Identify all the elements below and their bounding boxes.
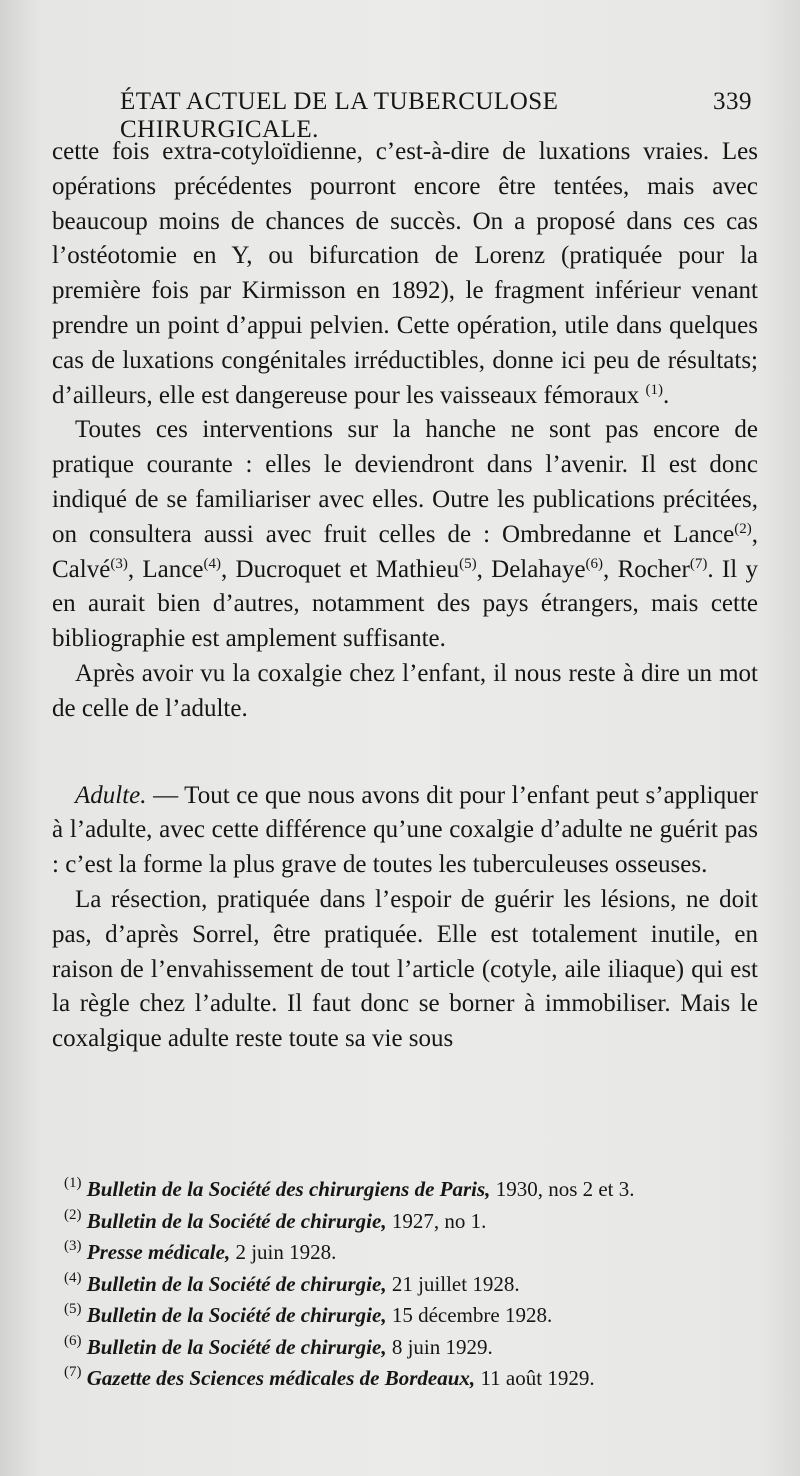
footnote bbox=[64, 1237, 764, 1269]
footnote-detail: 2 juin 1928. bbox=[230, 1240, 337, 1264]
footnote-source: Bulletin de la Société de chirurgie, bbox=[86, 1271, 387, 1296]
paragraph-2-text-4: , Ducroquet et Mathieu bbox=[220, 555, 460, 583]
footnote-source: Bulletin de la Société de chirurgie, bbox=[86, 1334, 387, 1359]
footnote bbox=[64, 1206, 764, 1238]
paragraph-2-text-2: , Calvé bbox=[52, 520, 758, 583]
section-label-adulte: Adulte. bbox=[75, 781, 147, 809]
paragraph-3: Après avoir vu la coxalgie chez l’enfant, il nous reste à dire un mot de celle de l’adulte. bbox=[52, 659, 758, 722]
footnote-ref-1: (1) bbox=[645, 381, 664, 398]
paragraph-1-end: . bbox=[663, 381, 670, 409]
footnote-source: Bulletin de la Société de chirurgie, bbox=[86, 1208, 387, 1233]
footnote-detail: 1927, no 1. bbox=[386, 1208, 487, 1233]
footnote-number: (6) bbox=[64, 1332, 82, 1349]
footnote-source: Presse médicale, bbox=[86, 1240, 231, 1264]
footnote-number: (2) bbox=[64, 1206, 82, 1223]
footnote-number: (1) bbox=[64, 1175, 82, 1191]
footnote bbox=[64, 1332, 764, 1364]
page-number: 339 bbox=[713, 88, 752, 115]
paragraph-2-text-1: Toutes ces interventions sur la hanche ne sont pas encore de pratique courante : elles le deviendront dans l’avenir. Il est donc indiqué de se familiariser avec elles. Outre les publications précitées, on consultera aussi avec fruit celles de : Ombredanne et Lance bbox=[52, 416, 758, 548]
footnote-detail: 21 juillet 1928. bbox=[386, 1271, 520, 1296]
footnote-source: Bulletin de la Société des chirurgiens de Paris, bbox=[86, 1177, 491, 1201]
footnote-number: (5) bbox=[64, 1301, 82, 1317]
paragraph-5: La résection, pratiquée dans l’espoir de guérir les lésions, ne doit pas, d’après Sorrel, être pratiquée. Elle est totalement inutile, en raison de l’envahissement de tout l’article (cotyle, aile iliaque) qui est la règle chez l’adulte. Il faut donc se borner à immobiliser. Mais le coxalgique adulte reste toute sa vie sous bbox=[52, 885, 758, 1053]
paragraph-2-text-3: , Lance bbox=[127, 555, 204, 583]
footnote-number: (7) bbox=[64, 1364, 82, 1380]
footnote-ref-6: (6) bbox=[585, 555, 604, 572]
paragraph-1 bbox=[52, 135, 758, 413]
footnote-ref-2: (2) bbox=[734, 520, 752, 537]
footnote bbox=[64, 1300, 764, 1332]
paragraph-2 bbox=[52, 413, 758, 657]
footnote-ref-5: (5) bbox=[459, 555, 477, 572]
footnote-detail: 1930, nos 2 et 3. bbox=[490, 1177, 635, 1201]
footnote-ref-7: (7) bbox=[689, 555, 708, 572]
section-gap bbox=[52, 727, 758, 779]
footnote-detail: 15 décembre 1928. bbox=[386, 1303, 553, 1327]
footnote-detail: 11 août 1929. bbox=[475, 1366, 595, 1390]
paragraph-adulte-text: — Tout ce que nous avons dit pour l’enfant peut s’appliquer à l’adulte, avec cette différence qu’une coxalgie d’adulte ne guérit pas : c’est la forme la plus grave de toutes les tuberculeuses osseuses. bbox=[52, 781, 758, 879]
paragraph-2-text-6: , Rocher bbox=[603, 555, 690, 583]
footnote bbox=[64, 1269, 764, 1301]
footnote-source: Bulletin de la Société de chirurgie, bbox=[86, 1303, 387, 1327]
footnote bbox=[64, 1363, 764, 1395]
footnote-detail: 8 juin 1929. bbox=[386, 1334, 493, 1359]
footnote-ref-3: (3) bbox=[110, 555, 128, 572]
paragraph-2-text-7: . Il y en aurait bien d’autres, notamment des pays étrangers, mais cette bibliographie est amplement suffisante. bbox=[52, 555, 759, 653]
body-text bbox=[52, 135, 758, 1057]
footnote-ref-4: (4) bbox=[203, 555, 221, 572]
footnote-number: (3) bbox=[64, 1238, 82, 1254]
paragraph-adulte bbox=[52, 779, 758, 883]
running-title: ÉTAT ACTUEL DE LA TUBERCULOSE CHIRURGICALE. bbox=[120, 88, 559, 143]
footnote-number: (4) bbox=[64, 1269, 82, 1286]
footnotes bbox=[64, 1174, 764, 1395]
paragraph-2-text-5: , Delahaye bbox=[476, 555, 586, 583]
paragraph-1-text: cette fois extra-cotyloïdienne, c’est-à-dire de luxations vraies. Les opérations précédentes pourront encore être tentées, mais avec beaucoup moins de chances de succès. On a proposé dans ces cas l’ostéotomie en Y, ou bifurcation de Lorenz (pratiquée pour la première fois par Kirmisson en 1892), le fragment inférieur venant prendre un point d’appui pelvien. Cette opération, utile dans quelques cas de luxations congénitales irréductibles, donne ici peu de résultats; d’ailleurs, elle est dangereuse pour les vaisseaux fémoraux bbox=[52, 138, 758, 409]
footnote bbox=[64, 1174, 764, 1206]
footnote-source: Gazette des Sciences médicales de Bordeaux, bbox=[86, 1366, 476, 1390]
